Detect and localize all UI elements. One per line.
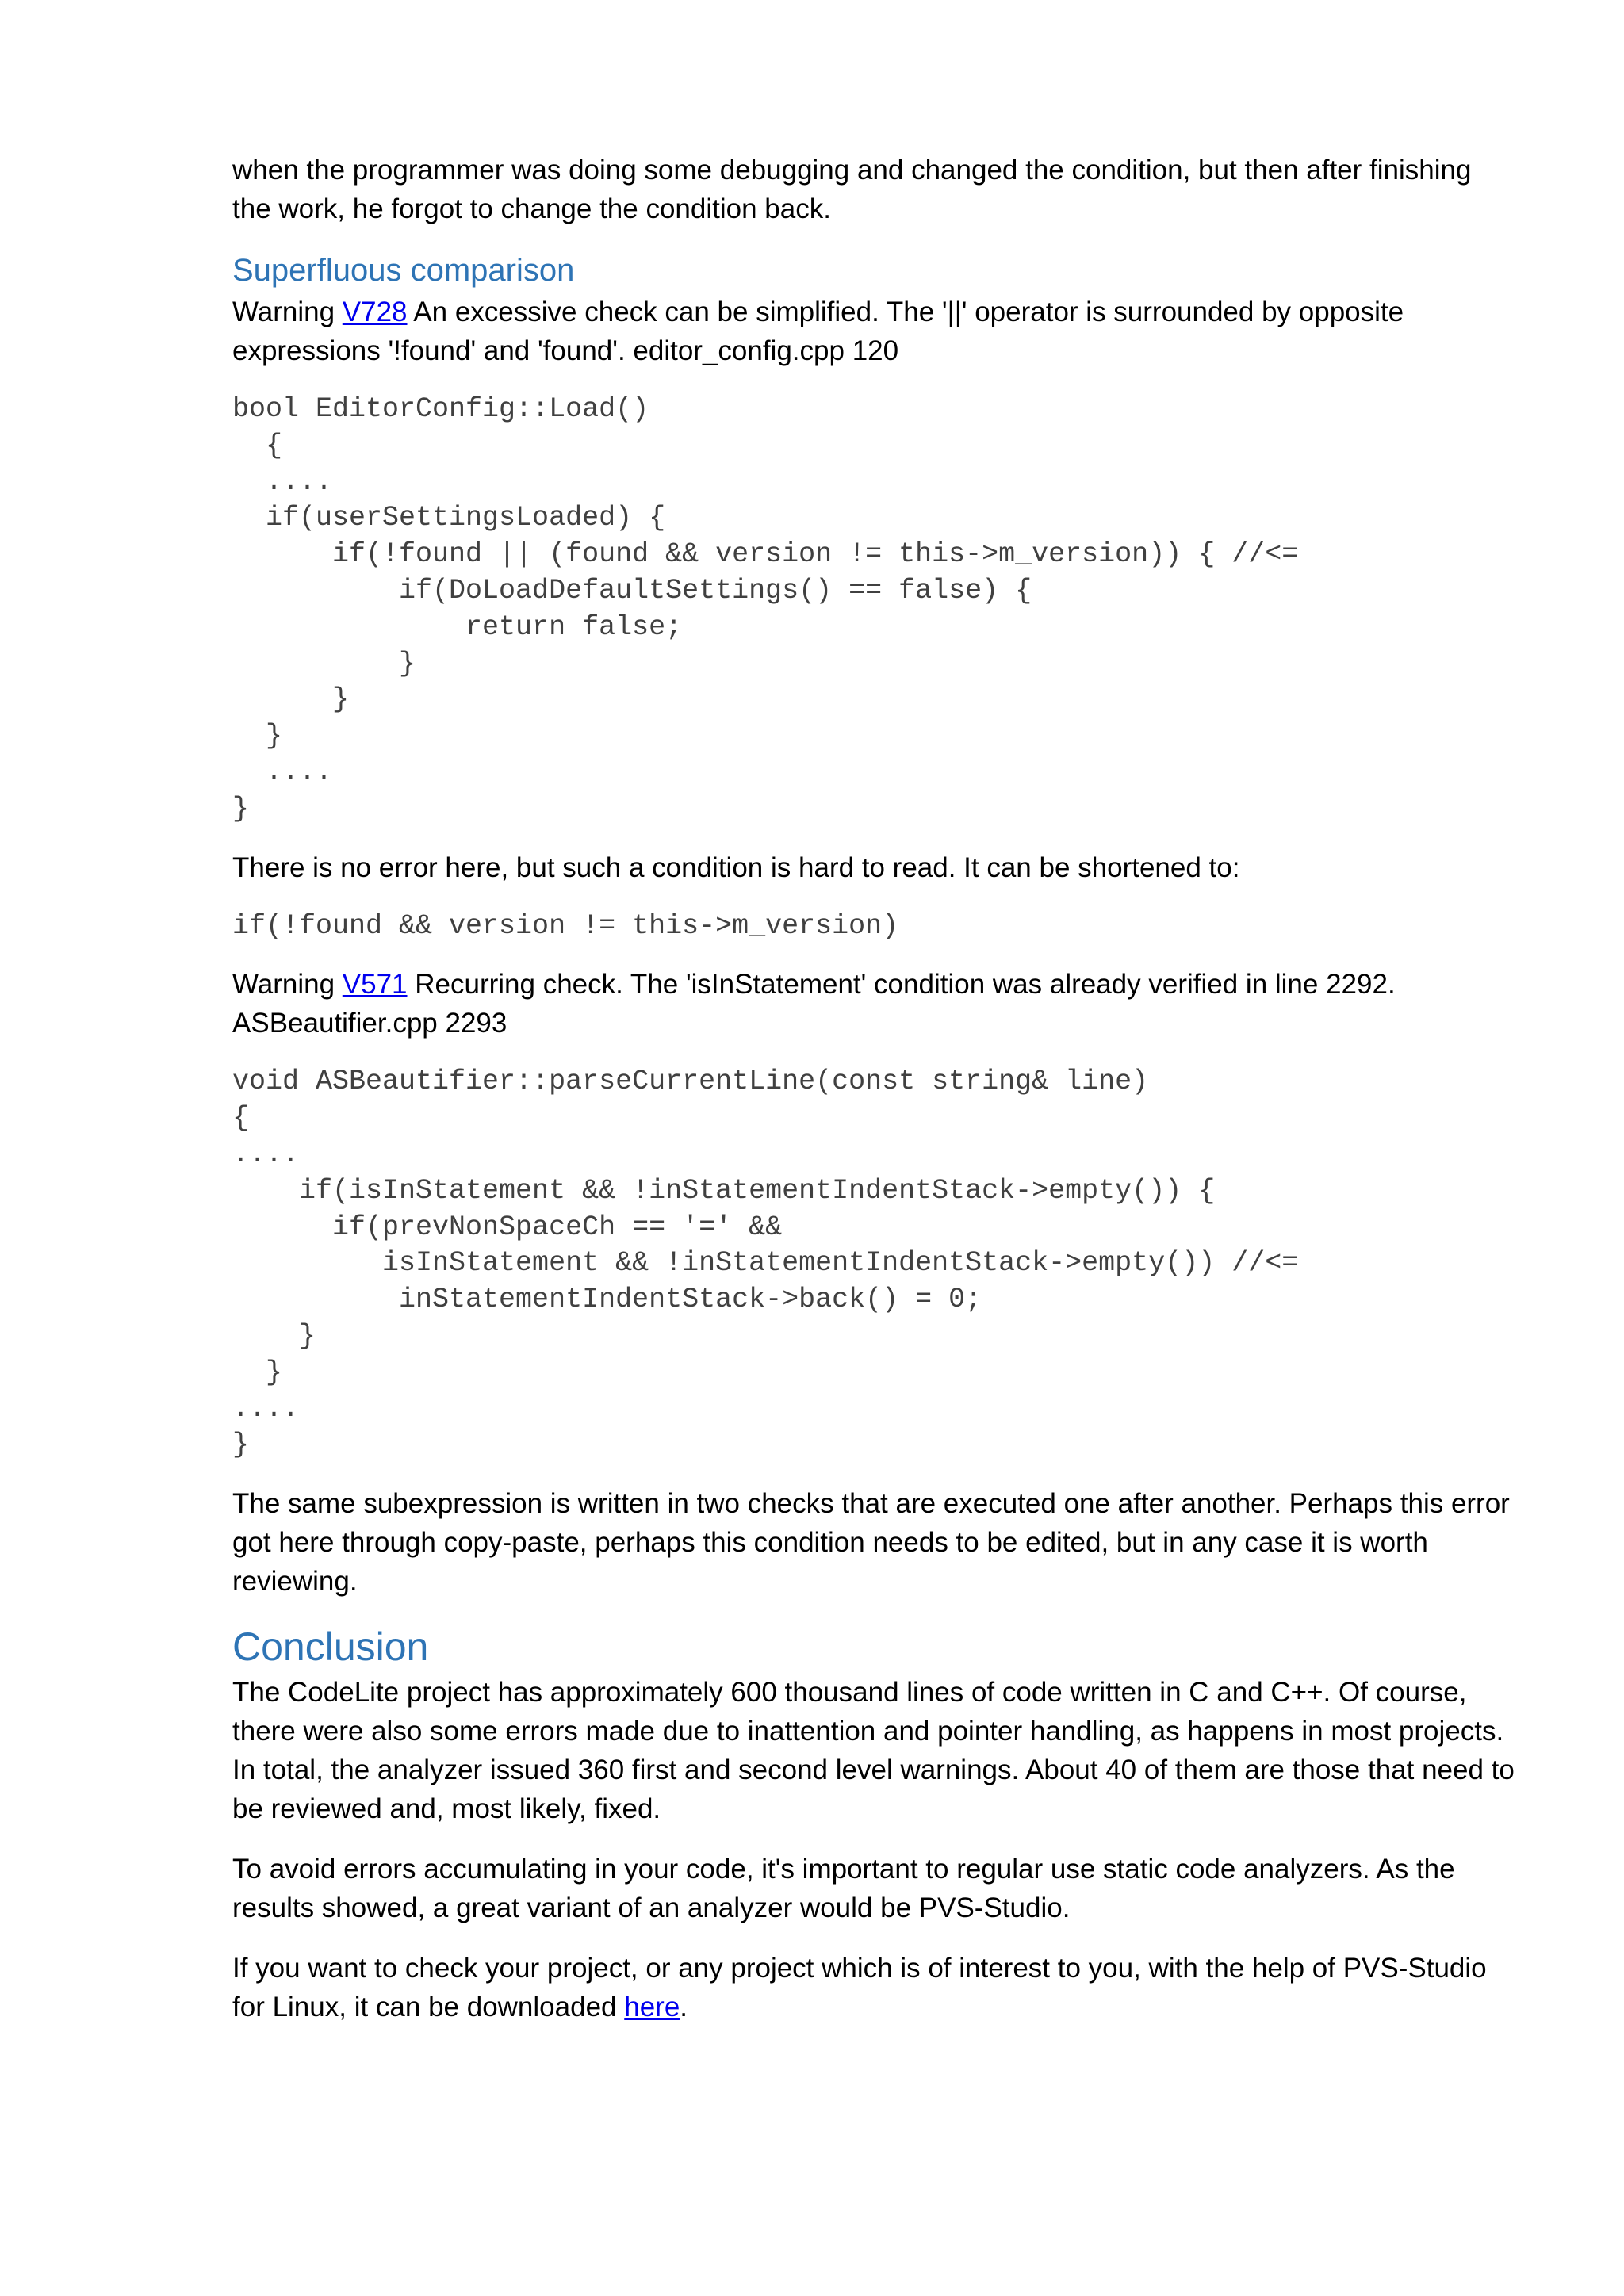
warning-prefix: Warning — [232, 297, 343, 327]
warning-v571 — [232, 965, 1517, 1043]
download-link[interactable]: here — [624, 1992, 680, 2023]
code-block-editorconfig: bool EditorConfig::Load() { .... if(userSettingsLoaded) { if(!found || (found && version != this->m_version)) { //<= if(DoLoadDefaultSettings() == false) { return false; } } } .... } — [232, 393, 1299, 825]
explanation-paragraph: There is no error here, but such a condition is hard to read. It can be shortened to: — [232, 851, 1240, 883]
warning-v728 — [232, 293, 1517, 370]
warning-text: Recurring check. The 'isInStatement' condition was already verified in line 2292. ASBeautifier.cpp 2293 — [232, 969, 1396, 1039]
section-heading-conclusion: Conclusion — [232, 1624, 429, 1670]
code-block-simplified: if(!found && version != this->m_version) — [232, 909, 899, 942]
download-text: If you want to check your project, or any project which is of interest to you, with the help of PVS-Studio for Linux, it can be downloaded — [232, 1953, 1487, 2023]
warning-prefix: Warning — [232, 969, 343, 1001]
code-block-asbeautifier: void ASBeautifier::parseCurrentLine(const string& line) { .... if(isInStatement && !inStatementIndentStack->empty()) { if(prevNonSpaceCh == '=' && isInStatement && !inStatementIndentStack->empty()) //<= inStatementIndentStack->back() = 0; } } .... } — [232, 1066, 1299, 1461]
warning-text: An excessive check can be simplified. The '||' operator is surrounded by opposite expressions '!found' and 'found'. editor_config.cpp 120 — [232, 297, 1404, 366]
intro-paragraph: when the programmer was doing some debugging and changed the condition, but then after finishing the work, he forgot to change the condition back. — [232, 155, 1472, 224]
explanation-paragraph: The same subexpression is written in two checks that are executed one after another. Perhaps this error got here through copy-paste, perhaps this condition needs to be edited, but in any case it is worth reviewing. — [232, 1488, 1510, 1598]
section-heading-superfluous: Superfluous comparison — [232, 253, 575, 288]
document-page — [232, 151, 1517, 2048]
conclusion-paragraph: The CodeLite project has approximately 600 thousand lines of code written in C and C++. Of course, there were also some errors made due to inattention and pointer handling, as happens in most projects. In total, the analyzer issued 360 first and second level warnings. About 40 of them are those that need to be reviewed and, most likely, fixed. — [232, 1677, 1515, 1825]
download-text-end: . — [680, 1992, 688, 2023]
diagnostic-link-v728[interactable]: V728 — [342, 297, 408, 327]
conclusion-paragraph: To avoid errors accumulating in your code, it's important to regular use static code analyzers. As the results showed, a great variant of an analyzer would be PVS-Studio. — [232, 1854, 1455, 1924]
download-paragraph — [232, 1949, 1517, 2026]
diagnostic-link-v571[interactable]: V571 — [342, 969, 408, 1001]
